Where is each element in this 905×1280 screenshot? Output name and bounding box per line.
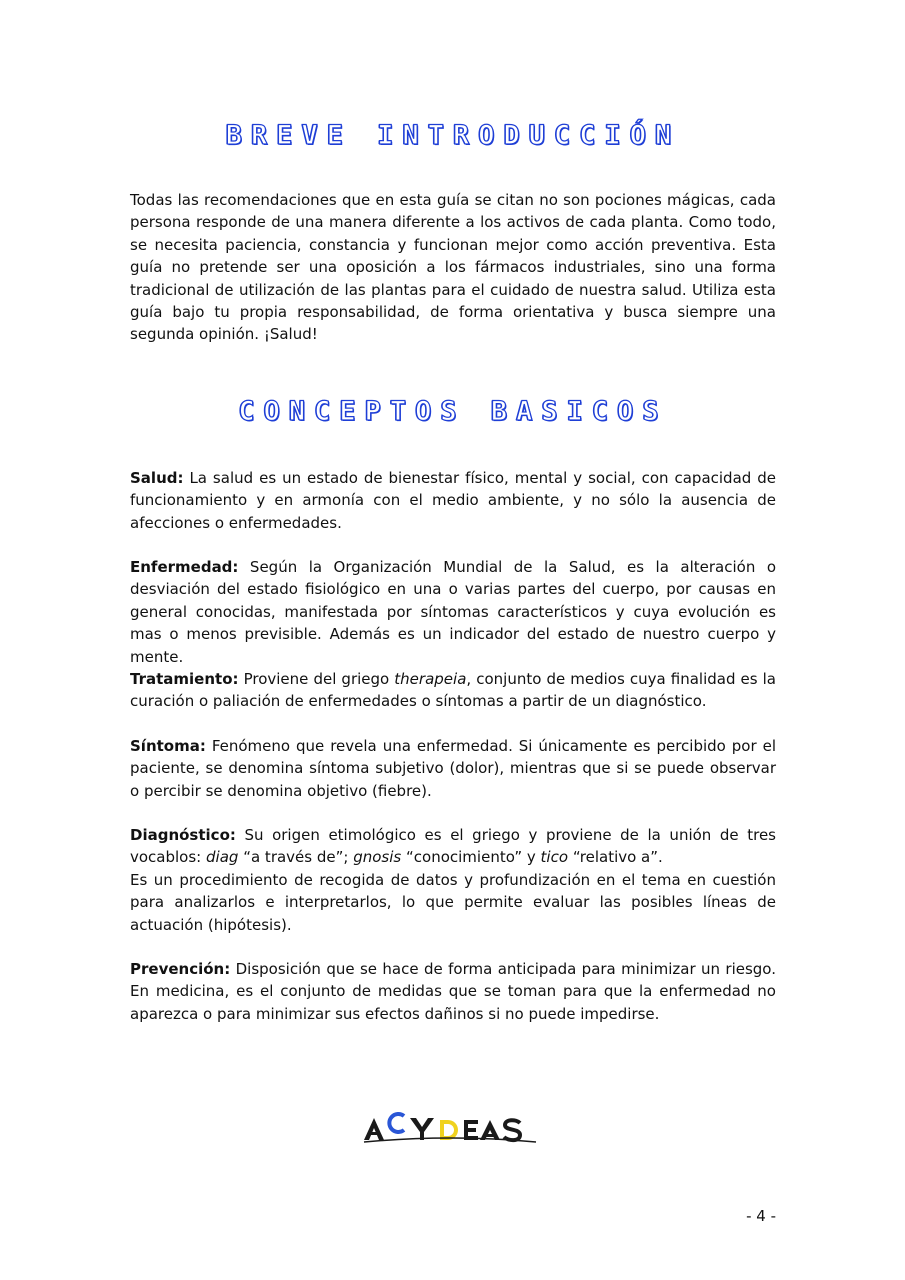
term-salud: Salud: [130,469,184,487]
intro-paragraph: Todas las recomendaciones que en esta guía se citan no son pociones mágicas, cada persona responde de una manera diferente a los activos de cada planta. Como todo, se necesita paciencia, constancia y funcionan mejor como acción preventiva. Esta guía no pretende ser una oposición a los fármacos industriales, sino una forma tradicional de utilización de las plantas para el cuidado de nuestra salud. Utiliza esta guía bajo tu propia responsabilidad, de forma orientativa y busca siempre una segunda opinión. ¡Salud! [130,191,776,344]
concept-salud [130,467,776,534]
concept-sintoma [130,735,776,802]
concept-prevencion [130,958,776,1025]
acydeas-logo [360,1108,545,1144]
term-tratamiento: Tratamiento: [130,670,239,688]
meaning-gnosis: “conocimiento” y [406,848,536,867]
definition-diagnostico-b: Es un procedimiento de recogida de datos y profundización en el tema en cuestión para analizarlos e interpretarlos, lo que permite evaluar las posibles líneas de actuación (hipótesis). [130,870,776,934]
term-enfermedad: Enfermedad: [130,558,239,576]
term-prevencion: Prevención: [130,960,231,978]
word-gnosis: gnosis [353,848,402,867]
meaning-tico: “relativo a”. [572,848,663,867]
definition-salud: La salud es un estado de bienestar físico, mental y social, con capacidad de funcionamiento y en armonía con el medio ambiente, y no sólo la ausencia de afecciones o enfermedades. [130,469,776,532]
definition-sintoma: Fenómeno que revela una enfermedad. Si únicamente es percibido por el paciente, se denomina síntoma subjetivo (dolor), mientras que si se puede observar o percibir se denomina objetivo (fiebre). [130,737,776,800]
meaning-diag: “a través de”; [243,848,349,867]
term-sintoma: Síntoma: [130,737,206,755]
heading-breve-introduccion: BREVE INTRODUCCIÓN [225,120,681,151]
word-diag: diag [206,848,239,867]
concept-tratamiento [130,668,776,713]
definition-tratamiento-b: , conjunto de medios cuya finalidad es la curación o paliación de enfermedades o síntomas a partir de un diagnóstico. [130,670,776,711]
term-diagnostico: Diagnóstico: [130,826,236,844]
definition-enfermedad: Según la Organización Mundial de la Salud, es la alteración o desviación del estado fisiológico en una o varias partes del cuerpo, por causas en general conocidas, manifestada por síntomas característicos y cuya evolución es mas o menos previsible. Además es un indicador del estado de nuestro cuerpo y mente. [130,558,776,666]
word-tico: tico [540,848,569,867]
concept-diagnostico [130,824,776,936]
definition-diagnostico-a: Su origen etimológico es el griego y proviene de la unión de tres vocablos: [130,826,776,867]
definition-prevencion: Disposición que se hace de forma anticipada para minimizar un riesgo. En medicina, es el conjunto de medidas que se toman para que la enfermedad no aparezca o para minimizar sus efectos dañinos si no puede impedirse. [130,960,776,1023]
word-therapeia: therapeia [394,670,467,688]
page-number: - 4 - [746,1207,776,1225]
heading-conceptos-basicos: CONCEPTOS BASICOS [238,396,668,427]
definition-tratamiento-a: Proviene del griego [243,670,390,688]
concept-enfermedad [130,556,776,668]
